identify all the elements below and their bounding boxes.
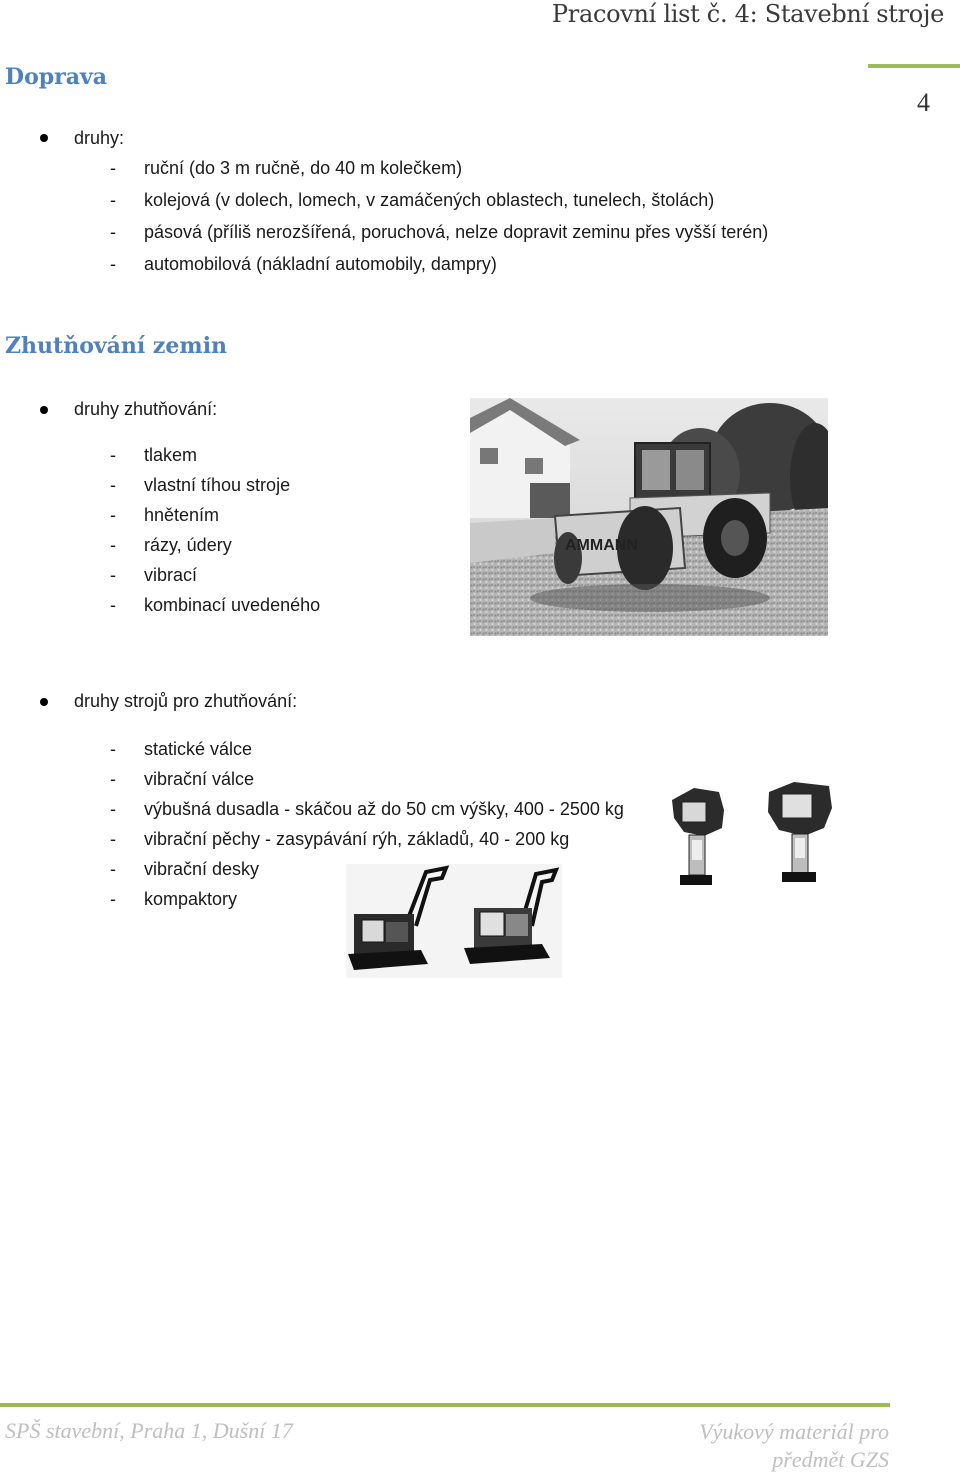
- footer-school: SPŠ stavební, Praha 1, Dušní 17: [5, 1418, 293, 1443]
- list-item: kompaktory: [144, 889, 238, 909]
- list-item: rázy, údery: [144, 535, 232, 555]
- bullet-text-druhy-stroju: druhy strojů pro zhutňování:: [74, 691, 298, 711]
- dash: -: [110, 222, 116, 242]
- list-item: hnětením: [144, 505, 220, 525]
- list-item: tlakem: [144, 445, 198, 465]
- dash: -: [110, 799, 116, 819]
- roller-brand-label: AMMANN: [565, 537, 638, 554]
- rammers-photo: [664, 780, 836, 900]
- dash: -: [110, 565, 116, 585]
- list-item: vibrací: [144, 565, 198, 585]
- page-header-title: Pracovní list č. 4: Stavební stroje: [551, 0, 944, 28]
- list-item: vibrační desky: [144, 859, 260, 879]
- dash: -: [110, 829, 116, 849]
- bullet-text-druhy-zhutnovani: druhy zhutňování:: [74, 399, 218, 419]
- page-number: 4: [917, 88, 930, 117]
- list-item: kolejová (v dolech, lomech, v zamáčených oblastech, tunelech, štolách): [144, 190, 715, 210]
- page-number-rule: [868, 64, 960, 68]
- bullet-icon: [40, 698, 48, 706]
- road-roller-photo: [470, 398, 828, 636]
- dash: -: [110, 889, 116, 909]
- dash: -: [110, 475, 116, 495]
- footer-rule: [0, 1403, 890, 1407]
- dash: -: [110, 535, 116, 555]
- list-item: pásová (příliš nerozšířená, poruchová, nelze dopravit zeminu přes vyšší terén): [144, 222, 769, 242]
- list-item: statické válce: [144, 739, 253, 759]
- list-item: ruční (do 3 m ručně, do 40 m kolečkem): [144, 158, 463, 178]
- dash: -: [110, 254, 116, 274]
- dash: -: [110, 859, 116, 879]
- dash: -: [110, 769, 116, 789]
- dash: -: [110, 595, 116, 615]
- dash: -: [110, 739, 116, 759]
- vibratory-plates-photo: [346, 864, 562, 978]
- list-item: vibrační pěchy - zasypávání rýh, základů, 40 - 200 kg: [144, 829, 570, 849]
- bullet-text-druhy: druhy:: [74, 128, 125, 148]
- dash: -: [110, 505, 116, 525]
- dash: -: [110, 158, 116, 178]
- list-item: výbušná dusadla - skáčou až do 50 cm výšky, 400 - 2500 kg: [144, 799, 624, 819]
- heading-zhutnovani: Zhutňování zemin: [5, 333, 228, 359]
- heading-doprava: Doprava: [5, 64, 108, 90]
- list-item: automobilová (nákladní automobily, dampry): [144, 254, 497, 274]
- bullet-icon: [40, 406, 48, 414]
- list-item: vlastní tíhou stroje: [144, 475, 291, 495]
- list-item: vibrační válce: [144, 769, 255, 789]
- footer-material: Výukový materiál pro předmět GZS: [699, 1419, 889, 1472]
- dash: -: [110, 190, 116, 210]
- dash: -: [110, 445, 116, 465]
- list-item: kombinací uvedeného: [144, 595, 321, 615]
- bullet-icon: [40, 134, 48, 142]
